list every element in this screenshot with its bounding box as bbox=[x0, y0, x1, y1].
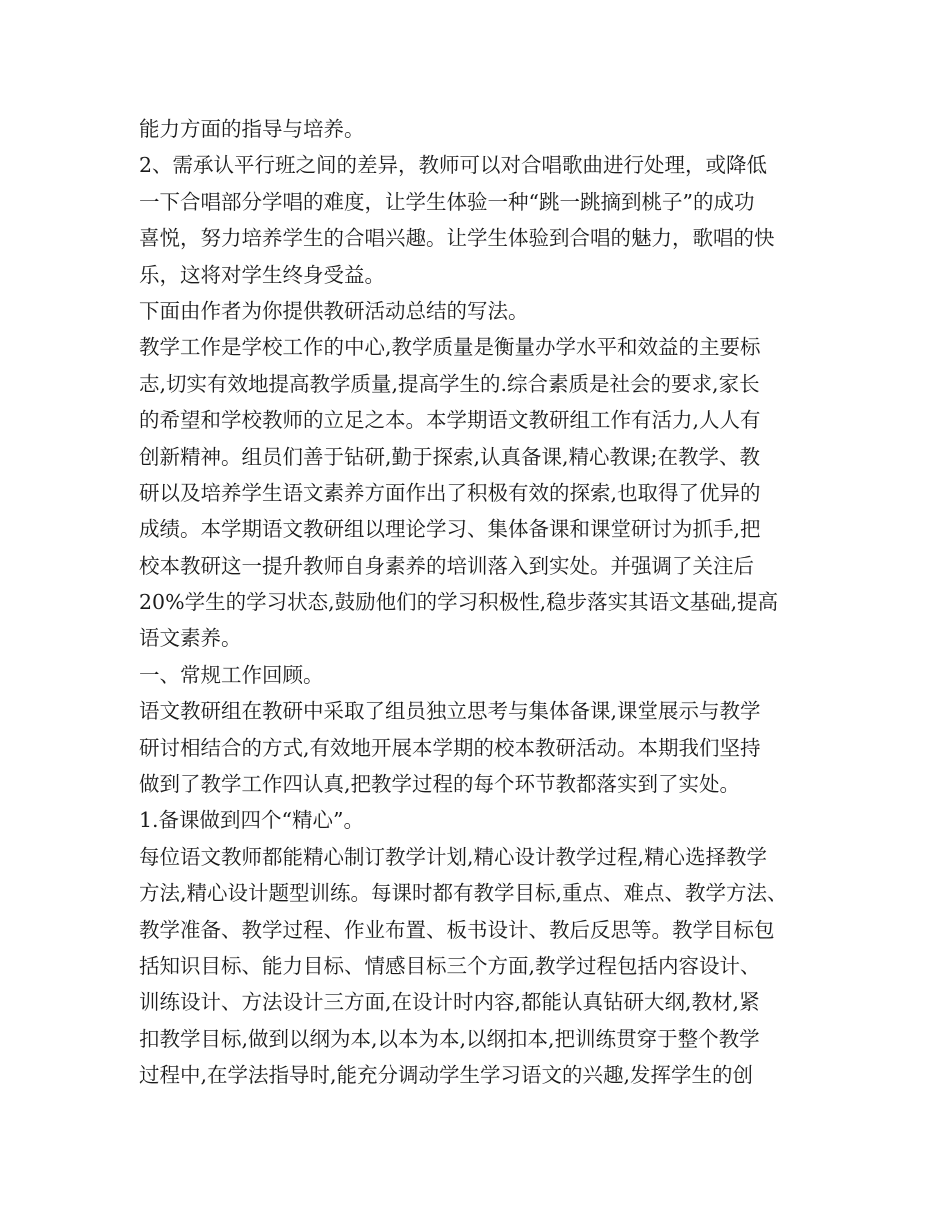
text-line: 研讨相结合的方式,有效地开展本学期的校本教研活动。本期我们坚持 bbox=[139, 735, 761, 760]
text-line: 一下合唱部分学唱的难度，让学生体验一种“跳一跳摘到桃子”的成功 bbox=[139, 189, 755, 214]
text-line: 扣教学目标,做到以纲为本,以本为本,以纲扣本,把训练贯穿于整个教学 bbox=[139, 1026, 760, 1051]
text-line: 语文教研组在教研中采取了组员独立思考与集体备课,课堂展示与教学 bbox=[139, 699, 761, 724]
text-line: 训练设计、方法设计三方面,在设计时内容,都能认真钻研大纲,教材,紧 bbox=[139, 990, 760, 1015]
text-line: 括知识目标、能力目标、情感目标三个方面,教学过程包括内容设计、 bbox=[139, 953, 761, 978]
text-line: 语文素养。 bbox=[139, 626, 242, 651]
text-line: 的希望和学校教师的立足之本。本学期语文教研组工作有活力,人人有 bbox=[139, 408, 761, 433]
text-line: 乐，这将对学生终身受益。 bbox=[139, 262, 385, 287]
text-line: 下面由作者为你提供教研活动总结的写法。 bbox=[139, 298, 529, 323]
text-line: 教学准备、教学过程、作业布置、板书设计、教后反思等。教学目标包 bbox=[139, 917, 775, 942]
text-line: 教学工作是学校工作的中心,教学质量是衡量办学水平和效益的主要标 bbox=[139, 335, 761, 360]
text-line: 2、需承认平行班之间的差异，教师可以对合唱歌曲进行处理，或降低 bbox=[139, 153, 768, 178]
body-text bbox=[139, 111, 819, 1094]
subsection-heading: 1.备课做到四个“精心”。 bbox=[139, 808, 365, 833]
text-line: 做到了教学工作四认真,把教学过程的每个环节教都落实到了实处。 bbox=[139, 772, 741, 797]
text-line: 创新精神。组员们善于钻研,勤于探索,认真备课,精心教课;在教学、教 bbox=[139, 444, 760, 469]
text-line: 成绩。本学期语文教研组以理论学习、集体备课和课堂研讨为抓手,把 bbox=[139, 517, 761, 542]
text-line: 能力方面的指导与培养。 bbox=[139, 117, 365, 141]
text-line: 志,切实有效地提高教学质量,提高学生的.综合素质是社会的要求,家长 bbox=[139, 371, 760, 396]
text-line: 喜悦，努力培养学生的合唱兴趣。让学生体验到合唱的魅力，歌唱的快 bbox=[139, 226, 775, 251]
text-line: 研以及培养学生语文素养方面作出了积极有效的探索,也取得了优异的 bbox=[139, 480, 761, 505]
section-heading: 一、常规工作回顾。 bbox=[139, 662, 324, 687]
text-line: 过程中,在学法指导时,能充分调动学生学习语文的兴趣,发挥学生的创 bbox=[139, 1063, 754, 1088]
text-line: 方法,精心设计题型训练。每课时都有教学目标,重点、难点、教学方法、 bbox=[139, 881, 788, 906]
text-line: 20%学生的学习状态,鼓励他们的学习积极性,稳步落实其语文基础,提高 bbox=[139, 590, 779, 615]
text-line: 校本教研这一提升教师自身素养的培训落入到实处。并强调了关注后 bbox=[139, 553, 754, 578]
text-line: 每位语文教师都能精心制订教学计划,精心设计教学过程,精心选择教学 bbox=[139, 844, 768, 869]
